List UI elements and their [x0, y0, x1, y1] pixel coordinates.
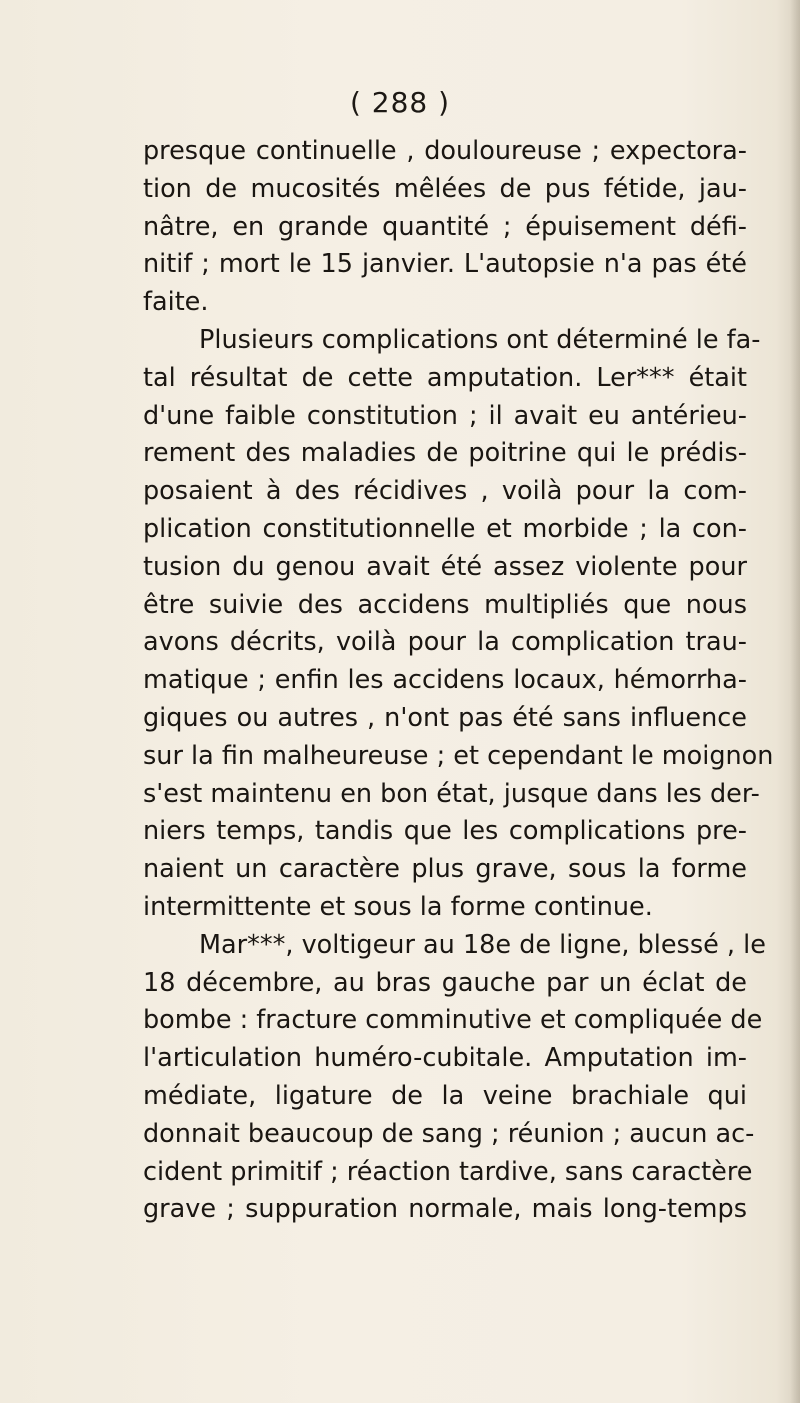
text-line: naient un caractère plus grave, sous la forme — [143, 854, 747, 885]
text-line: presque continuelle , douloureuse ; expectora- — [143, 136, 747, 166]
text-line: faite. — [143, 287, 209, 318]
text-line: sur la fin malheureuse ; et cependant le moignon — [143, 740, 774, 771]
text-line: Plusieurs complications ont déterminé le fa- — [199, 324, 761, 355]
text-line: plication constitutionnelle et morbide ; la con- — [143, 513, 747, 544]
text-line: nitif ; mort le 15 janvier. L'autopsie n'a pas été — [143, 249, 747, 280]
text-line: tusion du genou avait été assez violente pour — [143, 551, 747, 582]
text-line: grave ; suppuration normale, mais long-temps — [143, 1194, 747, 1225]
text-line: l'articulation huméro-cubitale. Amputation im- — [143, 1043, 747, 1074]
text-line: posaient à des récidives , voilà pour la com- — [143, 476, 747, 507]
page-number: ( 288 ) — [349, 86, 451, 119]
text-line: médiate, ligature de la veine brachiale qui — [143, 1080, 747, 1111]
text-line: giques ou autres , n'ont pas été sans influence — [143, 702, 747, 733]
text-line: niers temps, tandis que les complications pre- — [143, 816, 747, 847]
text-line: tal résultat de cette amputation. Ler*** était — [143, 362, 747, 393]
text-line: s'est maintenu en bon état, jusque dans les der- — [143, 778, 760, 809]
text-line: nâtre, en grande quantité ; épuisement défi- — [143, 211, 747, 242]
text-line: tion de mucosités mêlées de pus fétide, jau- — [143, 173, 747, 204]
text-line: bombe : fracture comminutive et compliquée de — [143, 1005, 763, 1036]
text-line: être suivie des accidens multipliés que nous — [143, 589, 747, 620]
text-line: rement des maladies de poitrine qui le prédis- — [143, 438, 747, 469]
text-line: cident primitif ; réaction tardive, sans caractère — [143, 1156, 753, 1187]
body-text — [143, 133, 774, 1229]
text-line: 18 décembre, au bras gauche par un éclat de — [143, 967, 747, 998]
text-line: Mar***, voltigeur au 18e de ligne, blessé , le — [199, 929, 766, 960]
text-line: donnait beaucoup de sang ; réunion ; aucun ac- — [143, 1118, 755, 1149]
page-edge-shadow — [790, 0, 800, 1403]
text-line: matique ; enfin les accidens locaux, hémorrha- — [143, 665, 747, 696]
text-line: d'une faible constitution ; il avait eu antérieu- — [143, 400, 747, 431]
text-line: intermittente et sous la forme continue. — [143, 891, 653, 922]
text-line: avons décrits, voilà pour la complication trau- — [143, 627, 747, 658]
